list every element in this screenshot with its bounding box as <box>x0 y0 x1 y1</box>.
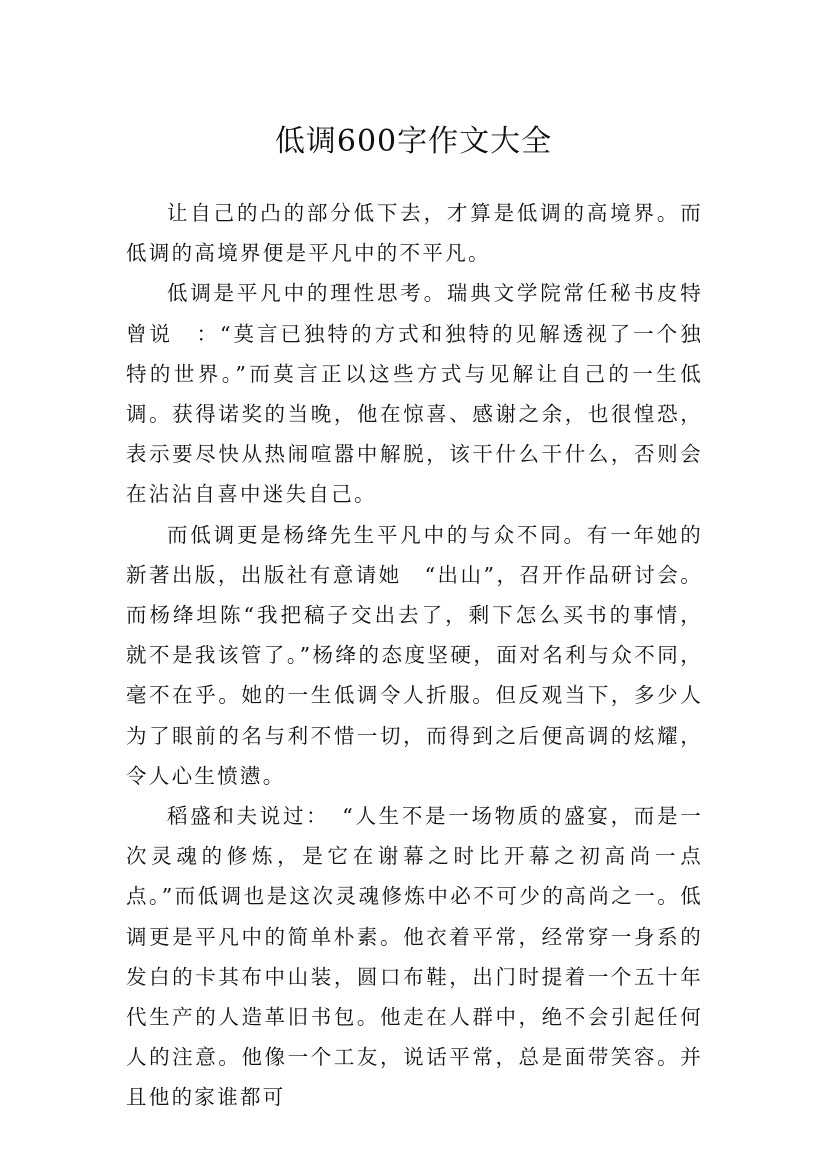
paragraph-2: 低调是平凡中的理性思考。瑞典文学院常任秘书皮特曾说 ：“莫言已独特的方式和独特的见解透视了一个独特的世界。”而莫言正以这些方式与见解让自己的一生低调。获得诺奖的当晚，他在惊喜、感谢之余，也很惶恐，表示要尽快从热闹喧嚣中解脱，该干什么干什么，否则会在沾沾自喜中迷失自己。 <box>126 281 703 507</box>
paragraph-4: 稻盛和夫说过： “人生不是一场物质的盛宴，而是一次灵魂的修炼，是它在谢幕之时比开幕之初高尚一点点。”而低调也是这次灵魂修炼中必不可少的高尚之一。低调更是平凡中的简单朴素。他衣着平常，经常穿一身系的发白的卡其布中山装，圆口布鞋，出门时提着一个五十年代生产的人造革旧书包。他走在人群中，绝不会引起任何人的注意。他像一个工友，说话平常，总是面带笑容。并且他的家谁都可 <box>126 804 703 1110</box>
paragraph-3: 而低调更是杨绛先生平凡中的与众不同。有一年她的新著出版，出版社有意请她 “出山”，召开作品研讨会。而杨绛坦陈“我把稿子交出去了，剩下怎么买书的事情，就不是我该管了。”杨绛的态度坚硬，面对名利与众不同，毫不在乎。她的一生低调令人折服。但反观当下，多少人为了眼前的名与利不惜一切，而得到之后便高调的炫耀，令人心生愤懑。 <box>126 522 703 788</box>
document-title: 低调600字作文大全 <box>274 124 553 160</box>
paragraph-1: 让自己的凸的部分低下去，才算是低调的高境界。而低调的高境界便是平凡中的不平凡。 <box>126 201 703 266</box>
document-body <box>126 193 703 1118</box>
